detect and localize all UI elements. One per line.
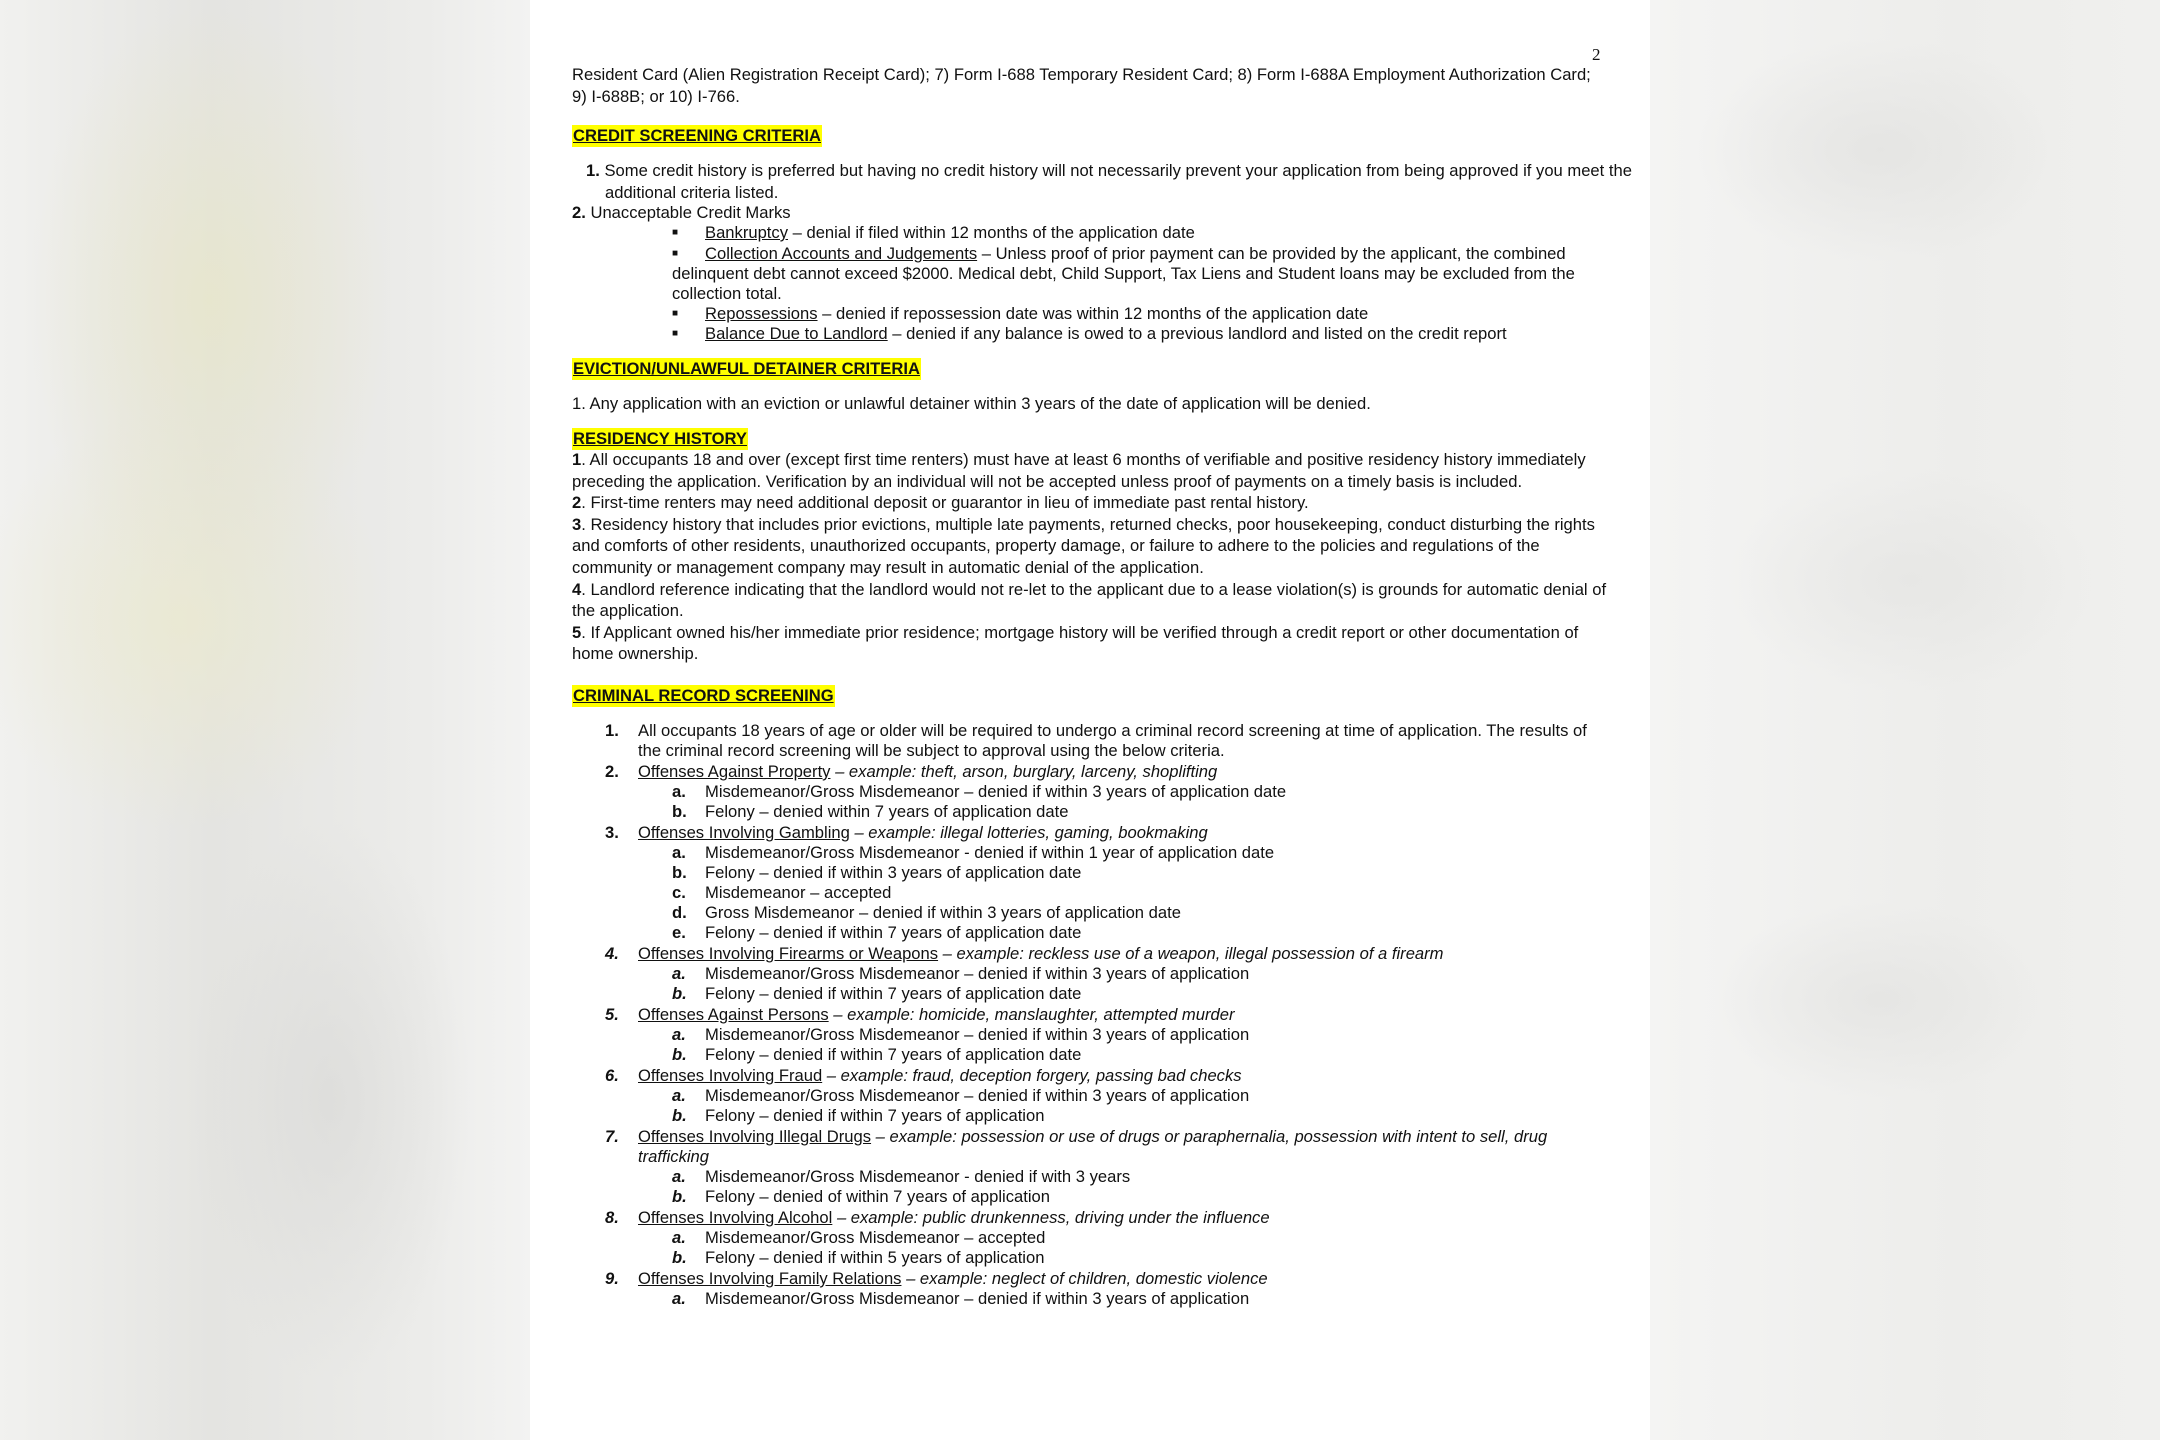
sub-item: b. Felony – denied if within 5 years of application bbox=[672, 1248, 1045, 1267]
eviction-heading: EVICTION/UNLAWFUL DETAINER CRITERIA bbox=[573, 359, 920, 378]
sub-item: b. Felony – denied within 7 years of application date bbox=[672, 802, 1069, 821]
sub-item: b. Felony – denied if within 3 years of application date bbox=[672, 863, 1082, 882]
list-item: 4. Landlord reference indicating that the landlord would not re-let to the applicant due to a lease violation(s) is grounds for automatic denial of the application. bbox=[572, 579, 1607, 621]
sub-item: c. Misdemeanor – accepted bbox=[672, 883, 892, 902]
bullet-text: collection total. bbox=[672, 284, 782, 303]
sub-item: b. Felony – denied of within 7 years of application bbox=[672, 1187, 1050, 1206]
bullet-square-icon: ■ bbox=[672, 328, 679, 339]
list-item bbox=[530, 323, 1630, 344]
bullet-text: – denied if any balance is owed to a previous landlord and listed on the credit report bbox=[887, 324, 1507, 343]
list-item-continuation: the criminal record screening will be subject to approval using the below criteria. bbox=[638, 741, 1225, 760]
bullet-square-icon: ■ bbox=[672, 248, 679, 259]
criminal-heading: CRIMINAL RECORD SCREENING bbox=[573, 686, 834, 705]
credit-item-1 bbox=[572, 160, 1645, 203]
list-item: 8. Offenses Involving Alcohol – example: public drunkenness, driving under the influence bbox=[605, 1208, 1270, 1227]
list-item: 2. First-time renters may need additional deposit or guarantor in lieu of immediate past rental history. bbox=[572, 493, 1309, 513]
credit-item-2 bbox=[572, 202, 1612, 224]
list-item: 1. All occupants 18 and over (except first time renters) must have at least 6 months of verifiable and positive residency history immediately preceding the application. Verification by an individual will not be accepted unless proof of payments on a timely basis is included. bbox=[572, 450, 1586, 491]
list-item: 9. Offenses Involving Family Relations – example: neglect of children, domestic violence bbox=[605, 1269, 1268, 1288]
list-item-continuation bbox=[530, 263, 1630, 284]
sub-item: d. Gross Misdemeanor – denied if within 3 years of application date bbox=[672, 903, 1181, 922]
list-item: 5. If Applicant owned his/her immediate prior residence; mortgage history will be verified through a credit report or other documentation of home ownership. bbox=[572, 622, 1579, 664]
list-item bbox=[530, 303, 1630, 324]
residency-list bbox=[572, 449, 1612, 665]
page-number: 2 bbox=[1592, 45, 1601, 64]
sub-item: e. Felony – denied if within 7 years of application date bbox=[672, 923, 1082, 942]
list-item-continuation bbox=[530, 283, 1630, 304]
credit-item-1-number: 1. bbox=[586, 161, 600, 180]
sub-item: b. Felony – denied if within 7 years of application date bbox=[672, 984, 1082, 1003]
credit-item-2-text: Unacceptable Credit Marks bbox=[590, 203, 791, 222]
blurred-background-right bbox=[1650, 0, 2160, 1440]
list-item: 2. Offenses Against Property – example: theft, arson, burglary, larceny, shoplifting bbox=[605, 762, 1218, 781]
sub-item: a. Misdemeanor/Gross Misdemeanor – denied if within 3 years of application bbox=[672, 1086, 1250, 1105]
sub-item: a. Misdemeanor/Gross Misdemeanor – accepted bbox=[672, 1228, 1046, 1247]
bullet-term: Balance Due to Landlord bbox=[705, 324, 888, 343]
list-item: 5. Offenses Against Persons – example: homicide, manslaughter, attempted murder bbox=[605, 1005, 1235, 1024]
sub-item: a. Misdemeanor/Gross Misdemeanor - denied if within 1 year of application date bbox=[672, 843, 1275, 862]
list-item: 3. Offenses Involving Gambling – example: illegal lotteries, gaming, bookmaking bbox=[605, 823, 1208, 842]
credit-bullet-list bbox=[530, 222, 1630, 342]
list-item bbox=[530, 243, 1630, 264]
bullet-square-icon: ■ bbox=[672, 227, 679, 238]
sub-item: a. Misdemeanor/Gross Misdemeanor – denied if within 3 years of application date bbox=[672, 782, 1287, 801]
list-item: 6. Offenses Involving Fraud – example: fraud, deception forgery, passing bad checks bbox=[605, 1066, 1242, 1085]
criminal-list bbox=[530, 720, 1630, 1320]
credit-item-1-text: Some credit history is preferred but having no credit history will not necessarily prevent your application from being approved if you meet the additional criteria listed. bbox=[604, 161, 1632, 202]
residency-heading: RESIDENCY HISTORY bbox=[573, 429, 747, 448]
sub-item: a. Misdemeanor/Gross Misdemeanor - denied if with 3 years bbox=[672, 1167, 1131, 1186]
list-item-continuation: trafficking bbox=[638, 1147, 710, 1166]
credit-heading: CREDIT SCREENING CRITERIA bbox=[573, 126, 821, 145]
list-item: 3. Residency history that includes prior evictions, multiple late payments, returned checks, poor housekeeping, conduct disturbing the rights and comforts of other residents, unauthorized occupants, property damage, or failure to adhere to the policies and regulations of the community or management company may result in automatic denial of the application. bbox=[572, 514, 1595, 577]
bullet-term: Bankruptcy bbox=[705, 223, 789, 242]
list-item: 7. Offenses Involving Illegal Drugs – example: possession or use of drugs or paraphernalia, possession with intent to sell, drug bbox=[605, 1127, 1548, 1146]
document-page bbox=[530, 0, 1650, 1440]
list-item: 4. Offenses Involving Firearms or Weapons – example: reckless use of a weapon, illegal possession of a firearm bbox=[605, 944, 1444, 963]
bullet-text: – denial if filed within 12 months of the application date bbox=[788, 223, 1195, 242]
bullet-square-icon: ■ bbox=[672, 308, 679, 319]
continuation-paragraph: Resident Card (Alien Registration Receipt Card); 7) Form I-688 Temporary Resident Card; 8) Form I-688A Employment Authorization Card; 9) I-688B; or 10) I-766. bbox=[572, 65, 1591, 106]
bullet-text: delinquent debt cannot exceed $2000. Medical debt, Child Support, Tax Liens and Student loans may be excluded from the bbox=[672, 264, 1575, 283]
sub-item: b. Felony – denied if within 7 years of application bbox=[672, 1106, 1045, 1125]
credit-item-2-number: 2. bbox=[572, 203, 586, 222]
sub-item: a. Misdemeanor/Gross Misdemeanor – denied if within 3 years of application bbox=[672, 1025, 1250, 1044]
bullet-text: – Unless proof of prior payment can be provided by the applicant, the combined bbox=[977, 244, 1566, 263]
sub-item: a. Misdemeanor/Gross Misdemeanor – denied if within 3 years of application bbox=[672, 964, 1250, 983]
list-item: 1. All occupants 18 years of age or older will be required to undergo a criminal record screening at time of application. The results of bbox=[605, 721, 1587, 740]
list-item bbox=[530, 222, 1630, 243]
blurred-background-left bbox=[0, 0, 530, 1440]
bullet-text: – denied if repossession date was within 12 months of the application date bbox=[817, 304, 1369, 323]
bullet-term: Repossessions bbox=[705, 304, 818, 323]
sub-item: b. Felony – denied if within 7 years of application date bbox=[672, 1045, 1082, 1064]
eviction-item-1: 1. Any application with an eviction or unlawful detainer within 3 years of the date of application will be denied. bbox=[572, 394, 1371, 413]
bullet-term: Collection Accounts and Judgements bbox=[705, 244, 978, 263]
sub-item: a. Misdemeanor/Gross Misdemeanor – denied if within 3 years of application bbox=[672, 1289, 1250, 1308]
